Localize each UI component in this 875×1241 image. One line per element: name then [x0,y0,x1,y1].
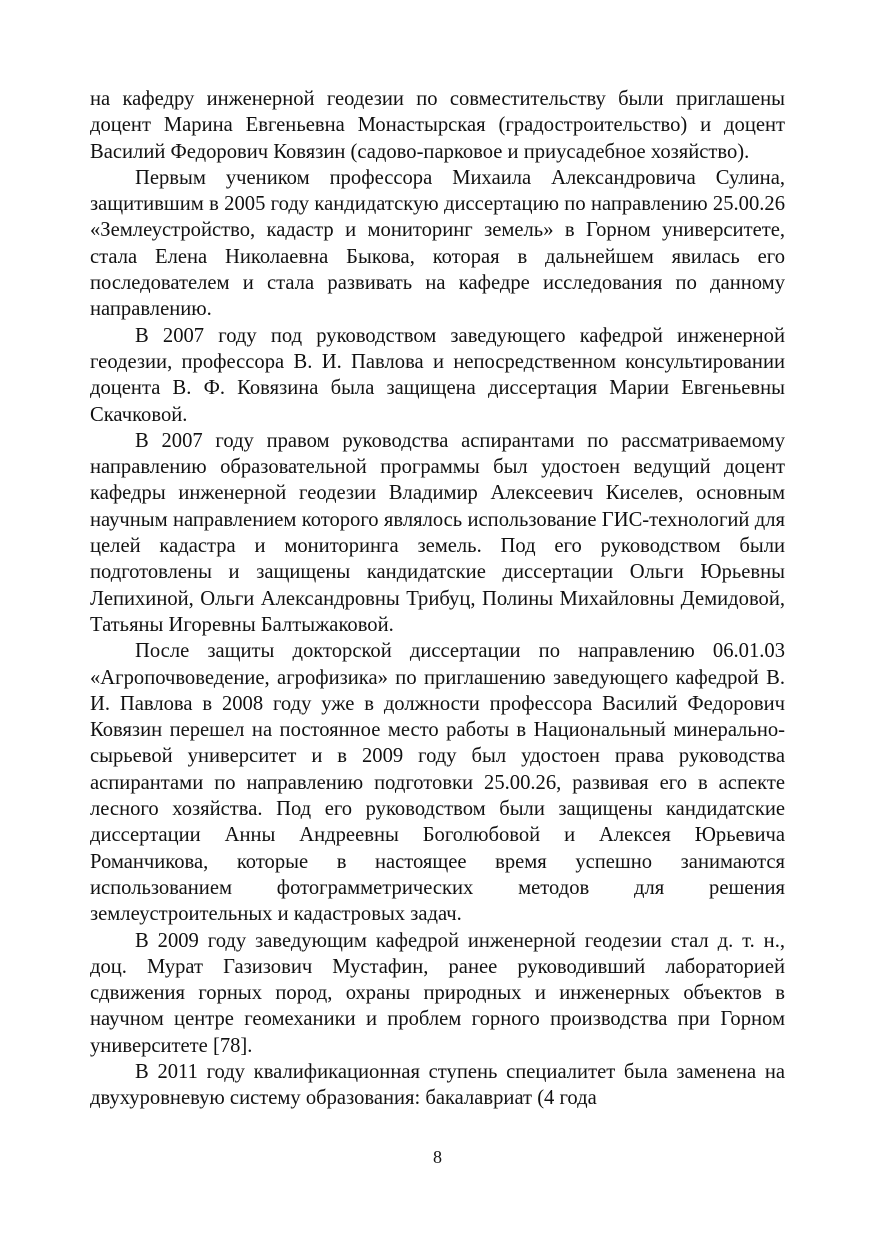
page-body [90,86,785,1176]
paragraph-2: Первым учеником профессора Михаила Александровича Сулина, защитившим в 2005 году кандидатскую диссертацию по направлению 25.00.26 «Землеустройство, кадастр и мониторинг земель» в Горном университете, стала Елена Николаевна Быкова, которая в дальнейшем явилась его последователем и стала развивать на кафедре исследования по данному направлению. [90,166,785,321]
paragraph-4: В 2007 году правом руководства аспирантами по рассматриваемому направлению образовательной программы был удостоен ведущий доцент кафедры инженерной геодезии Владимир Алексеевич Киселев, основным научным направлением которого являлось использование ГИС-технологий для целей кадастра и мониторинга земель. Под его руководством были подготовлены и защищены кандидатские диссертации Ольги Юрьевны Лепихиной, Ольги Александровны Трибуц, Полины Михайловны Демидовой, Татьяны Игоревны Балтыжаковой. [90,429,785,636]
paragraph-3: В 2007 году под руководством заведующего кафедрой инженерной геодезии, профессора В. И. Павлова и непосредственном консультировании доцента В. Ф. Ковязина была защищена диссертация Марии Евгеньевны Скачковой. [90,324,785,426]
paragraph-7: В 2011 году квалификационная ступень специалитет была заменена на двухуровневую систему образования: бакалавриат (4 года [90,1060,785,1110]
paragraph-6: В 2009 году заведующим кафедрой инженерной геодезии стал д. т. н., доц. Мурат Газизович Мустафин, ранее руководивший лабораторией сдвижения горных пород, охраны природных и инженерных объектов в научном центре геомеханики и проблем горного производства при Горном университете [78]. [90,929,785,1057]
page-number: 8 [433,1147,442,1167]
paragraph-1: на кафедру инженерной геодезии по совместительству были приглашены доцент Марина Евгеньевна Монастырская (градостроительство) и доцент Василий Федорович Ковязин (садово-парковое и приусадебное хозяйство). [90,88,785,163]
paragraph-5: После защиты докторской диссертации по направлению 06.01.03 «Агропочвоведение, агрофизика» по приглашению заведующего кафедрой В. И. Павлова в 2008 году уже в должности профессора Василий Федорович Ковязин перешел на постоянное место работы в Национальный минерально-сырьевой университет и в 2009 году был удостоен права руководства аспирантами по направлению подготовки 25.00.26, развивая его в аспекте лесного хозяйства. Под его руководством были защищены кандидатские диссертации Анны Андреевны Боголюбовой и Алексея Юрьевича Романчикова, которые в настоящее время успешно занимаются использованием фотограмметрических методов для решения землеустроительных и кадастровых задач. [90,640,785,926]
